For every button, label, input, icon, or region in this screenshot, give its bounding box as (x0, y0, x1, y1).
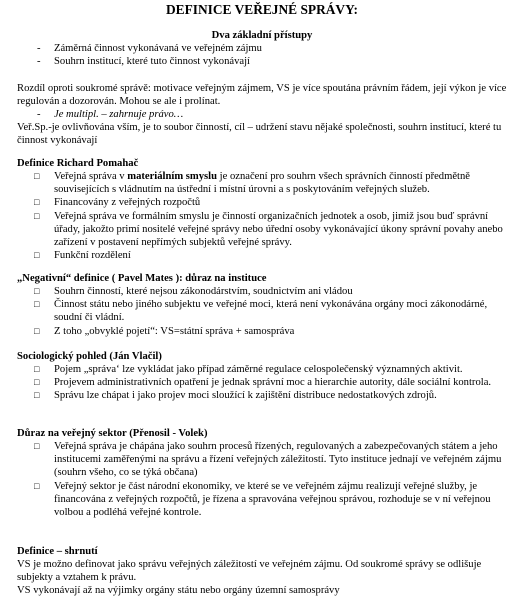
list-item: □ Pojem „správa‘ lze vykládat jako případ záměrné regulace celospolečenský významných aktivit. (34, 363, 504, 376)
list-item: □ Správu lze chápat i jako projev moci sloužící k zajištění distribuce nedostatkových zdrojů. (34, 389, 504, 402)
list-item: □ Z toho „obvyklé pojetí“: VS=státní správa + samospráva (34, 325, 504, 338)
list-item: □ Projevem administrativních opatření je jednak správní moc a hierarchie autority, dále sociální kontrola. (34, 376, 504, 389)
section-heading-negative: „Negativní“ definice ( Pavel Mates ): důraz na instituce (17, 273, 267, 284)
section-heading-pomahac: Definice Richard Pomahač (17, 158, 139, 169)
list-item: □ Veřejný sektor je část národní ekonomiky, ve které se ve veřejném zájmu realizují veřejné služby, je financována z veřejných rozpočtů, je řízena a spravována veřejnou správou, rozhoduje se v ní veřejnou volbou a podléhá veřejné kontrole. (34, 480, 504, 520)
paragraph-vs-definition: Veř.Sp.-je ovlivňována vším, je to soubor činností, cíl – udržení stavu nějaké společnosti, souhrn institucí, které tu činnost vykonávají (17, 122, 502, 147)
document-title: DEFINICE VEŘEJNÉ SPRÁVY: (166, 2, 358, 17)
list-item: □ Financovány z veřejných rozpočtů (34, 196, 504, 209)
paragraph-difference: Rozdíl oproti soukromé správě: motivace veřejným zájmem, VS je více spoutána právním řádem, její výkon je více regulován a dozorován. Mohou se ale i prolínat. (17, 83, 507, 108)
sociology-list (34, 363, 504, 403)
list-item: - Souhrn institucí, které tuto činnost vykonávají (34, 55, 504, 68)
list-item: □ Souhrn činností, které nejsou zákonodárstvím, soudnictvím ani vládou (34, 285, 504, 298)
list-item: - Je multipl. – zahrnuje právo… (34, 108, 504, 121)
section-heading-summary: Definice – shrnutí (17, 546, 98, 557)
list-item: - Záměrná činnost vykonávaná ve veřejném zájmu (34, 42, 504, 55)
list-item: □ Funkční rozdělení (34, 249, 504, 262)
negative-list (34, 285, 504, 338)
multipl-list (34, 108, 504, 121)
list-item: □ Veřejná správa v materiálním smyslu je označení pro souhrn všech správních činností předmětně souvisejících s vládnutím na ústřední i místní úrovni a s poskytováním veřejných služeb. (34, 170, 504, 196)
list-item: □ Veřejná správa je chápána jako souhrn procesů řízených, regulovaných a zabezpečovaných státem a jeho institucemi zaměřenými na správu a řízení veřejných záležitostí. Tyto instituce jednají ve veřejném zájmu (souhrn všeho, co se týká občana) (34, 440, 504, 480)
list-item: □ Veřejná správa ve formálním smyslu je činností organizačních jednotek a osob, jimiž jsou buď správní úřady, jakožto primí nositelé veřejné správy nebo úřední osoby vykonávající úkony správní povahy anebo zařízení v postavení nepřímých subjektů veřejné správy. (34, 210, 504, 250)
section-heading-sociology: Sociologický pohled (Ján Vlačil) (17, 351, 162, 362)
approaches-list (34, 42, 504, 68)
pomahac-list (34, 170, 504, 262)
section-heading-public-sector: Důraz na veřejný sektor (Přenosil - Volek) (17, 428, 208, 439)
list-item: □ Činnost státu nebo jiného subjektu ve veřejné moci, která není vykonávána orgány moci zákonodárné, soudní či vládní. (34, 298, 504, 324)
public-sector-list (34, 440, 504, 519)
paragraph-summary: VS je možno definovat jako správu veřejných záležitostí ve veřejném zájmu. Od soukromé správy se odlišuje subjekty a vztahem k právu. (17, 559, 482, 584)
section-heading-approaches: Dva základní přístupy (211, 30, 313, 41)
paragraph-summary-last: VS vykonávají až na výjimky orgány státu nebo orgány územní samosprávy (17, 585, 340, 596)
